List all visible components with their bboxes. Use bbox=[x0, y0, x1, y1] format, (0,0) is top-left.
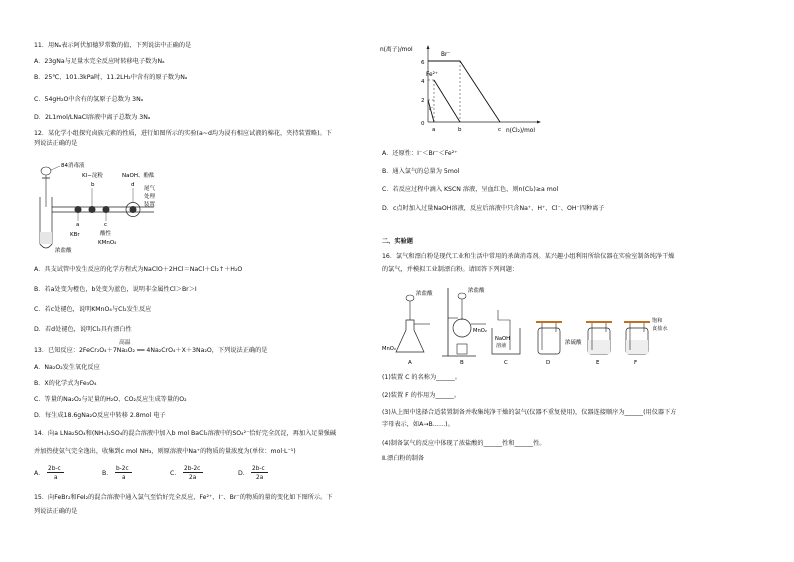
q13-option-d: D．每生成18.6gNa₂O反应中转移 2.8mol 电子 bbox=[34, 412, 166, 419]
x-axis-label: n(Cl₂)/mol bbox=[506, 128, 535, 134]
q14-option-d-bar bbox=[251, 472, 268, 473]
tube-liquid bbox=[40, 232, 52, 244]
q15-option-a: A．还原性：I⁻＜Br⁻＜Fe²⁺ bbox=[382, 150, 458, 157]
y-tick-4: 4 bbox=[421, 79, 425, 85]
y-tick-2: 2 bbox=[421, 98, 425, 104]
q15-option-c: C．若反应过程中滴入 KSCN 溶液，呈血红色，则n(Cl₂)≥a mol bbox=[382, 186, 559, 193]
label-84: 84消毒液 bbox=[61, 163, 85, 169]
label-B: B bbox=[460, 360, 464, 366]
label-naoh-1: NaOH bbox=[495, 336, 511, 342]
funnel-bulb bbox=[41, 167, 51, 175]
y-tick-6: 6 bbox=[421, 60, 425, 66]
q15-stem-line2: 列说法正确的是 bbox=[34, 508, 78, 515]
q12-stem-line2: 列说法正确的是 bbox=[34, 140, 78, 147]
q12-option-d: D．若d处褪色，说明Cl₂具有漂白性 bbox=[34, 326, 132, 333]
x-tick-c: c bbox=[498, 127, 502, 133]
q14-stem-line2: 并加热使氨气完全逸出，收集到c mol NH₃，则原溶液中Na⁺的物质的量浓度为(单位：mol·L⁻¹) bbox=[34, 448, 296, 455]
y-tick-0: 0 bbox=[421, 121, 425, 127]
q14-option-c-den: 2a bbox=[189, 475, 197, 481]
label-i: I⁻ bbox=[429, 106, 434, 112]
label-b: b bbox=[91, 182, 95, 188]
x-tick-a: a bbox=[432, 127, 436, 133]
label-F: F bbox=[634, 360, 638, 366]
cotton-c bbox=[103, 206, 110, 213]
label-naoh: NaOH、酚酞 bbox=[122, 173, 155, 179]
apparatus-a-flask bbox=[396, 320, 424, 352]
label-kbr: KBr bbox=[70, 232, 80, 238]
q14-option-b-den: a bbox=[122, 475, 126, 481]
label-hcl: 浓盐酸 bbox=[55, 248, 72, 254]
label-E: E bbox=[596, 360, 600, 366]
label-naoh-2: 溶液 bbox=[496, 343, 507, 349]
label-mno2-b: MnO₂ bbox=[473, 328, 487, 334]
x-axis-arrow bbox=[537, 121, 541, 124]
q16-part1: (1)装置 C 的名称为______。 bbox=[382, 374, 461, 381]
q14-option-d-label: D． bbox=[238, 470, 249, 477]
cotton-b bbox=[89, 206, 96, 213]
label-tail-3: 装置 bbox=[144, 202, 156, 208]
apparatus-a-funnel bbox=[406, 295, 414, 301]
label-salt-2: 食盐水 bbox=[652, 326, 668, 332]
q16-part2: (2)装置 F 的作用为______。 bbox=[382, 392, 461, 399]
label-a: a bbox=[76, 222, 80, 228]
y-axis-arrow bbox=[427, 45, 430, 49]
q15-option-b: B．通入氯气的总量为 5mol bbox=[382, 168, 460, 175]
label-ki: KI−淀粉 bbox=[82, 173, 103, 179]
q13-option-b: B．X的化学式为Fe₃O₄ bbox=[34, 380, 97, 387]
q14-option-b-num: b-2c bbox=[116, 466, 129, 472]
apparatus-d-bottle bbox=[538, 328, 560, 354]
label-salt-1: 饱和 bbox=[652, 318, 663, 324]
q14-stem-line1: 14．向a LNa₂SO₄和(NH₄)₂SO₄的混合溶液中加入b mol BaCl₂溶液中的SO₄²⁻恰好完全沉淀，再加入足量强碱 bbox=[34, 430, 337, 437]
q11-option-c: C．54gH₂O中含有的氢原子总数为 3Nₐ bbox=[34, 96, 144, 103]
q14-option-a-num: 2b-c bbox=[48, 466, 61, 472]
q16-subheading: Ⅱ.漂白粉的制备 bbox=[382, 455, 425, 462]
q12-option-c: C．若c处褪色，说明KMnO₄与Cl₂发生反应 bbox=[34, 306, 152, 313]
q13-option-a: A．Na₂O₂发生氧化反应 bbox=[34, 364, 100, 371]
br-ion-line bbox=[428, 61, 500, 122]
q16-stem-line2: 的氯气，并模拟工业制漂白粉。请回答下列问题： bbox=[382, 266, 519, 273]
q12-option-a: A．具支试管中发生反应的化学方程式为NaClO＋2HCl＝NaCl＋Cl₂↑＋H₂O bbox=[34, 266, 243, 273]
label-acid: 酸性 bbox=[100, 231, 112, 237]
label-D: D bbox=[546, 360, 551, 366]
q14-option-a-bar bbox=[47, 472, 64, 473]
label-C: C bbox=[504, 360, 508, 366]
label-kmno4: KMnO₄ bbox=[98, 240, 117, 246]
label-tail-1: 尾气 bbox=[144, 186, 156, 192]
q14-option-c-label: C． bbox=[170, 470, 181, 477]
q12-stem-line1: 12．某化学小组探究卤族元素的性质，进行如图所示的实验(a~d均为浸有相应试液的棉花，夹持装置略)。下 bbox=[34, 130, 332, 137]
q11-option-b: B．25℃、101.3kPa时，11.2LH₂中含有的原子数为Nₐ bbox=[34, 74, 188, 81]
label-hcl-b: 浓盐酸 bbox=[468, 288, 485, 294]
apparatus-e-liquid bbox=[588, 340, 610, 354]
label-mno2-a: MnO₂ bbox=[382, 346, 396, 352]
label-br: Br⁻ bbox=[441, 52, 451, 58]
label-A: A bbox=[408, 360, 412, 366]
q11-option-d: D．2L1mol/LNaCl溶液中离子总数为 3Nₐ bbox=[34, 114, 151, 121]
apparatus-b-funnel bbox=[458, 293, 466, 299]
q11-stem: 11．用Nₐ表示阿伏加德罗常数的值，下列说法中正确的是 bbox=[34, 42, 192, 49]
q13-condition: 高温 bbox=[119, 340, 131, 346]
section-heading: 二、实验题 bbox=[382, 238, 413, 245]
q12-apparatus-figure bbox=[34, 152, 164, 257]
y-axis-label: n(离子)/mol bbox=[380, 47, 413, 53]
q16-apparatus-figure bbox=[378, 280, 668, 368]
cotton-d bbox=[130, 206, 137, 213]
q14-option-c-num: 2b-2c bbox=[184, 466, 201, 472]
q16-part3-line1: (3)从上图中选择合适装置制备并收集纯净干燥的氯气(仪器不重复使用)，仪器连接顺序为______(用仪器下方 bbox=[382, 409, 677, 416]
label-fe: Fe²⁺ bbox=[426, 72, 438, 78]
apparatus-b-flask bbox=[453, 319, 471, 337]
q16-part4: (4)制备氯气的反应中体现了浓盐酸的______性和______性。 bbox=[382, 440, 546, 447]
label-hcl-a: 浓盐酸 bbox=[416, 291, 433, 297]
q14-option-d-num: 2b-c bbox=[252, 466, 265, 472]
apparatus-b-burner bbox=[457, 344, 467, 354]
q11-option-a: A．23gNa与足量水完全反应时转移电子数为Nₐ bbox=[34, 58, 165, 65]
q14-option-b-label: B． bbox=[102, 470, 113, 477]
q16-stem-line1: 16．氯气和漂白粉是现代工业和生活中常用的杀菌消毒剂。某兴趣小组利用所给仪器在实验室制备纯净干燥 bbox=[382, 253, 675, 260]
q14-option-a-label: A． bbox=[34, 470, 45, 477]
q16-part3-line2: 字母表示，如A→B……)。 bbox=[382, 421, 454, 428]
q14-option-a-den: a bbox=[54, 475, 58, 481]
q15-ion-graph bbox=[378, 40, 548, 135]
label-d: d bbox=[131, 182, 135, 188]
label-h2so4: 浓硫酸 bbox=[565, 340, 582, 346]
q13-option-c: C．等量的Na₂O₂与足量的H₂O、CO₂反应生成等量的O₂ bbox=[34, 396, 187, 403]
q15-stem-line1: 15．向FeBr₂和FeI₂的混合溶液中通入氯气至恰好完全反应，Fe²⁺、I⁻、Br⁻的物质的量的变化如下图所示。下 bbox=[34, 494, 333, 501]
label-tail-2: 处理 bbox=[144, 194, 156, 200]
q14-option-c-bar bbox=[183, 472, 203, 473]
apparatus-f-liquid bbox=[626, 340, 648, 354]
q15-option-d: D．c点时加入过量NaOH溶液，反应后溶液中只含Na⁺、H⁺、Cl⁻、OH⁻四种离子 bbox=[382, 205, 605, 212]
q14-option-d-den: 2a bbox=[256, 475, 264, 481]
fe-ion-line bbox=[434, 80, 460, 122]
cotton-a bbox=[75, 206, 82, 213]
label-pointer-84 bbox=[51, 166, 60, 170]
q12-option-b: B．若a处变为橙色，b处变为蓝色，说明非金属性Cl＞Br＞I bbox=[34, 286, 197, 293]
label-c: c bbox=[104, 222, 108, 228]
q13-stem: 13．已知反应：2FeCr₂O₄＋7Na₂O₂ ══ 4Na₂CrO₄＋X＋3Na₂O，下列说法正确的是 bbox=[34, 347, 268, 354]
q14-option-b-bar bbox=[115, 472, 132, 473]
x-tick-b: b bbox=[458, 127, 462, 133]
